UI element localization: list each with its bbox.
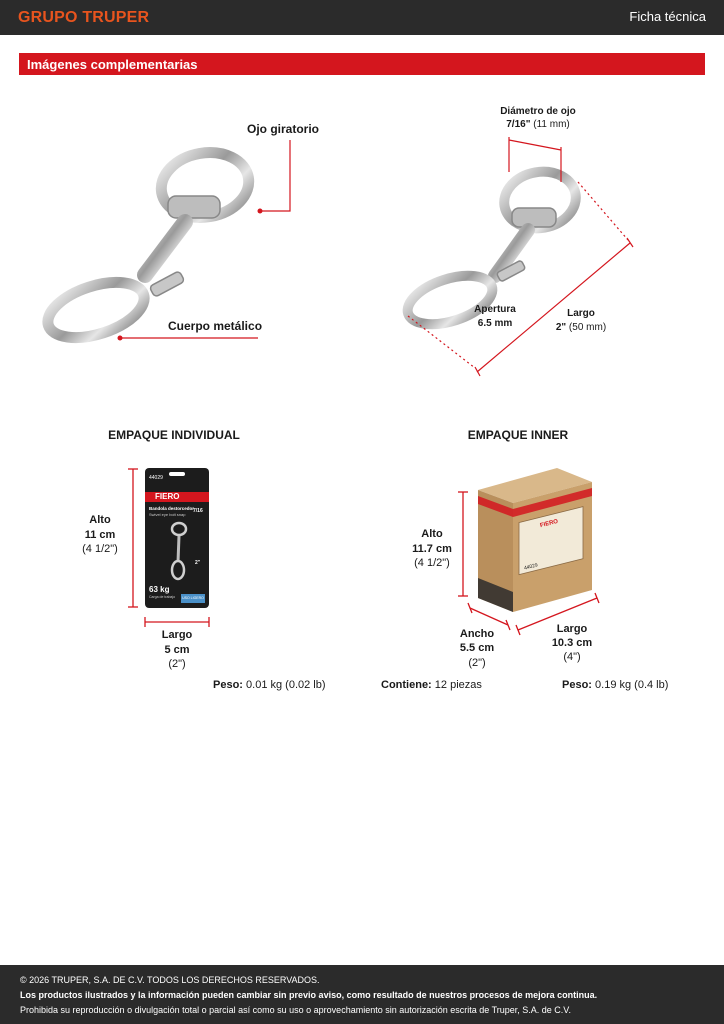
length-value: 2" [555,322,567,333]
footer-copyright: © 2026 TRUPER, S.A. DE C.V. TODOS LOS DERECHOS RESERVADOS. [20,975,320,985]
inner-weight-value: 0.19 kg (0.4 lb) [595,679,669,691]
box-code: 44029 [523,562,539,572]
card-name-es: Bandola destorcedor [149,506,195,511]
card-length: 2" [195,560,201,566]
inner-length-label: Largo [556,623,588,635]
individual-weight-label: Peso: [213,679,243,691]
individual-height-label: Alto [89,514,111,526]
individual-length-label: Largo [161,629,193,641]
card-brand: FIERO [155,492,180,501]
inner-contains [381,679,482,691]
inner-contains-value: 12 piezas [434,679,482,691]
opening-label: Apertura [474,304,516,315]
inner-height-value: 11.7 cm [412,543,452,555]
inner-height-label: Alto [421,528,443,540]
brand-logo: GRUPO TRUPER [18,9,150,26]
card-size: 7/16 [193,508,203,514]
inner-length-value: 10.3 cm [551,637,593,649]
metal-body-callout: Cuerpo metálico [168,319,263,333]
individual-height-value: 11 cm [84,529,116,541]
card-load: 63 kg [149,585,170,594]
inner-height-imperial: (4 1/2") [414,557,450,569]
document-type: Ficha técnica [629,9,706,24]
inner-weight-label: Peso: [562,679,592,691]
card-load-note: Carga de trabajo [149,595,176,599]
inner-width-label: Ancho [459,628,495,640]
inner-package-title: EMPAQUE INNER [467,428,569,442]
card-name-en: Swivel eye bolt snap [149,512,186,517]
opening-value: 6.5 mm [477,318,513,329]
box-brand: FIERO [539,518,559,530]
length-label: Largo [567,308,595,319]
footer-notice: Los productos ilustrados y la información pueden cambiar sin previo aviso, como resultado de nuestros procesos de mejora continua. [20,990,598,1000]
individual-length-imperial: (2") [168,658,186,670]
footer [0,965,724,1024]
individual-height-imperial: (4 1/2") [82,543,118,555]
inner-length-imperial: (4") [563,651,581,663]
length-metric: (50 mm) [568,322,607,333]
footer-legal: Prohibida su reproducción o divulgación total o parcial así como su uso o aprovechamiento sin autorización escrita de Truper, S.A. de C.V. [20,1005,571,1015]
card-use-tag: USO LIGERO [181,594,205,603]
section-title: Imágenes complementarias [27,57,198,72]
individual-weight-value: 0.01 kg (0.02 lb) [246,679,326,691]
inner-weight [562,679,668,691]
card-code: 44029 [149,475,163,481]
inner-width-imperial: (2") [468,657,486,669]
swivel-eye-callout: Ojo giratorio [247,122,319,136]
inner-width-value: 5.5 cm [459,642,495,654]
inner-contains-label: Contiene: [381,679,432,691]
eye-diameter-label: Diámetro de ojo [500,106,576,117]
individual-package-title: EMPAQUE INDIVIDUAL [108,428,240,442]
eye-diameter-value: 7/16" [506,119,531,130]
individual-length-value: 5 cm [164,644,190,656]
eye-diameter-metric: (11 mm) [533,119,570,130]
